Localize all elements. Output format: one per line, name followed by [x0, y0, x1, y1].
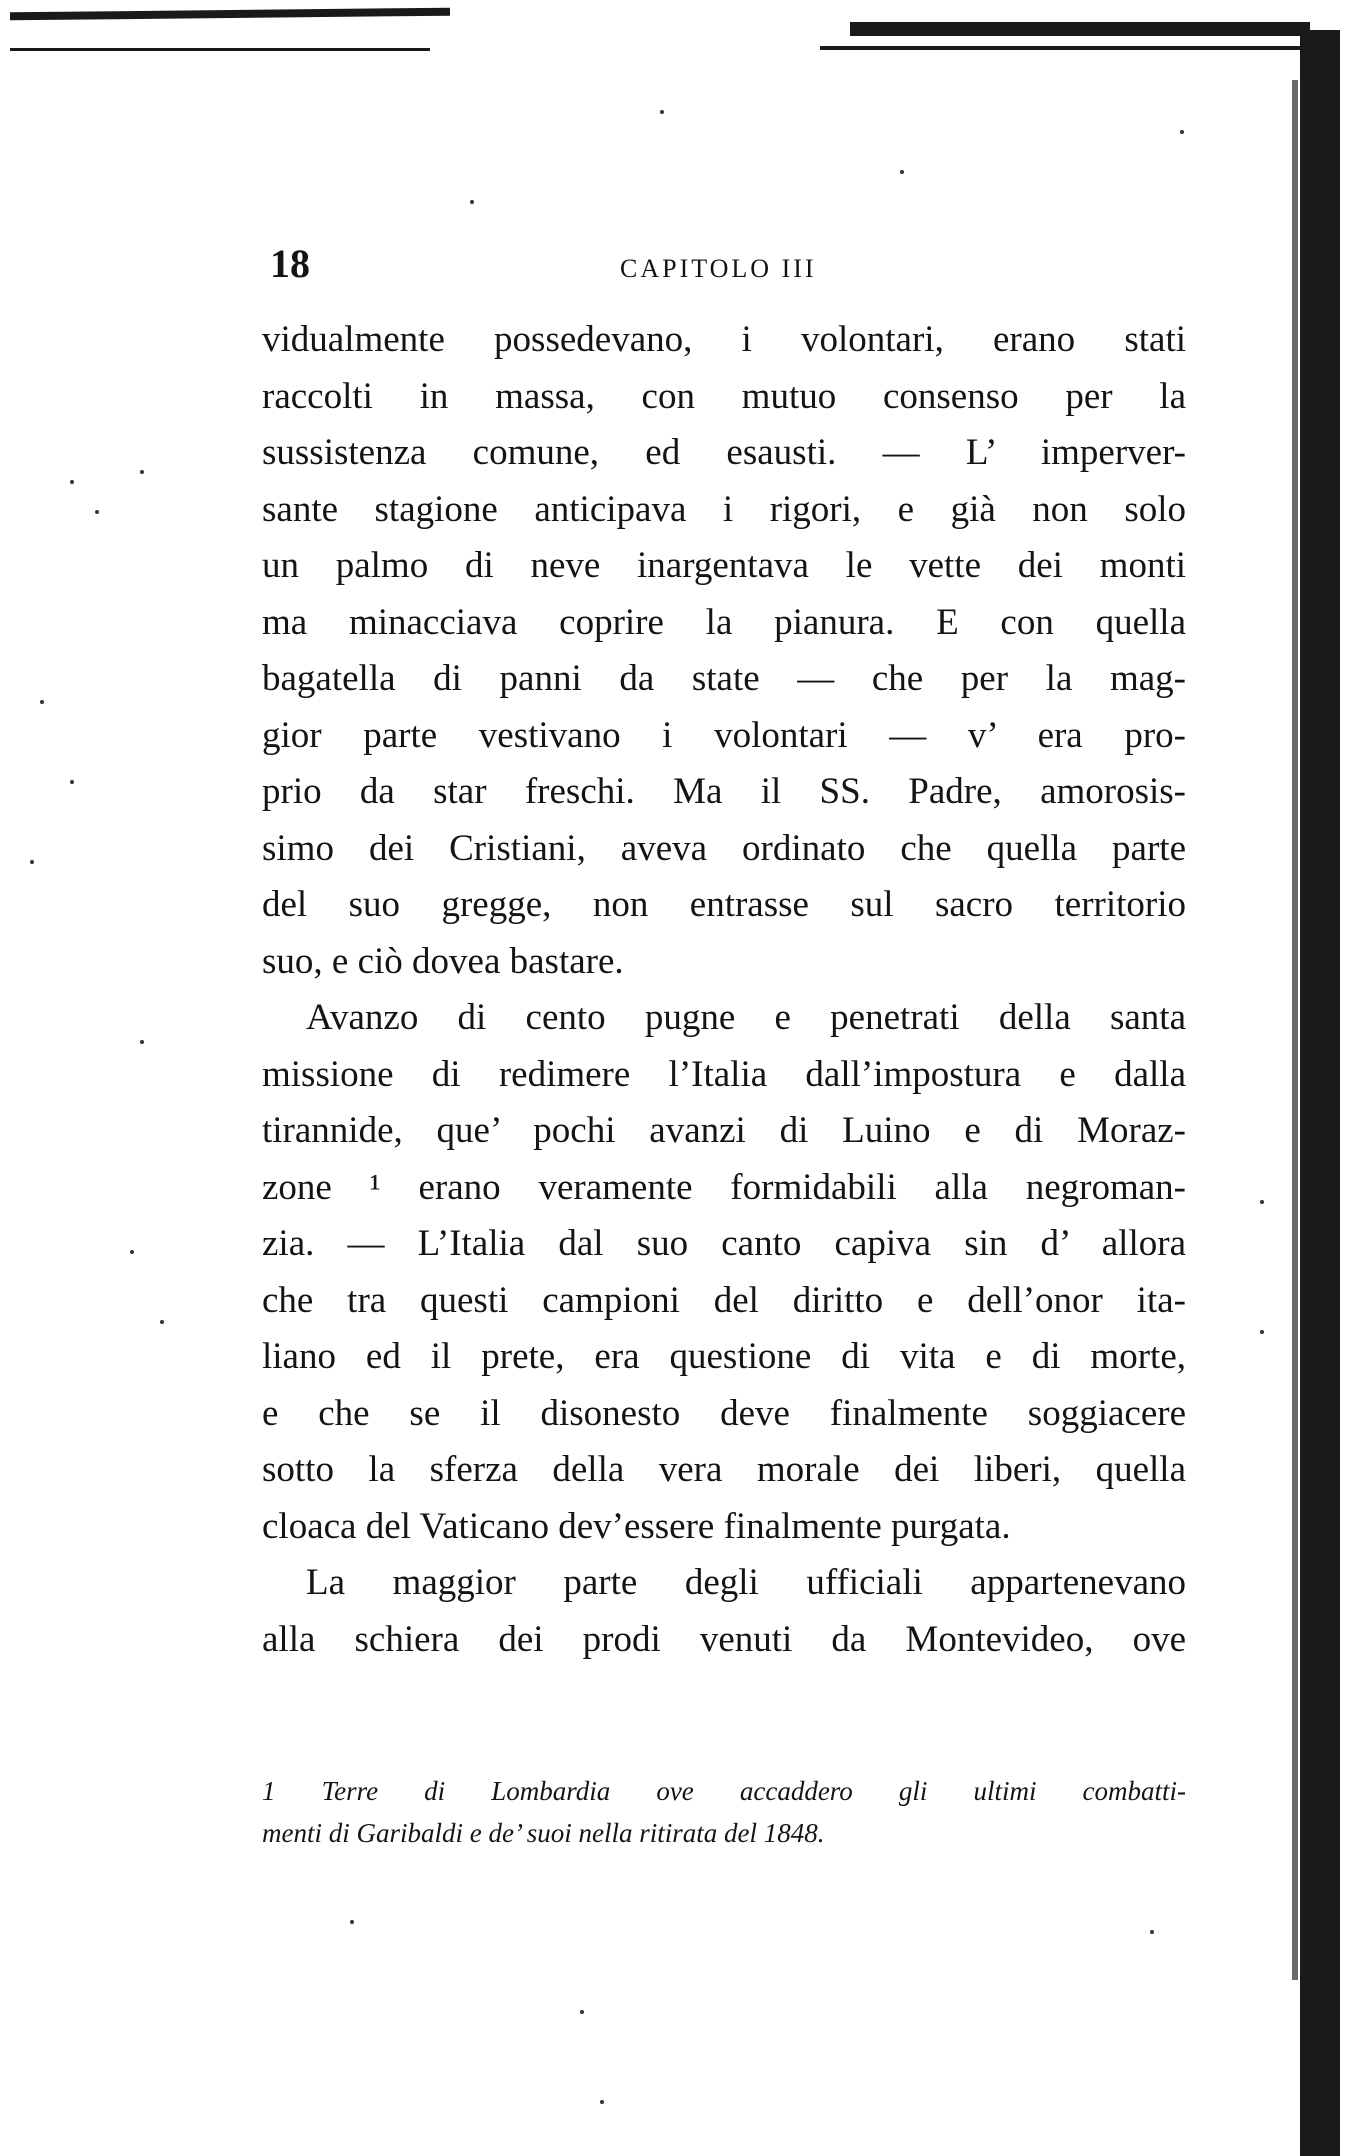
text-line: e che se il disonesto deve finalmente soggiacere: [262, 1392, 1186, 1434]
footnote-line: menti di Garibaldi e de’ suoi nella ritirata del 1848.: [262, 1818, 825, 1848]
text-line: missione di redimere l’Italia dall’impostura e dalla: [262, 1053, 1186, 1095]
footnote-line: 1 Terre di Lombardia ove accaddero gli ultimi combatti-: [262, 1776, 1186, 1806]
scan-edge-shadow: [820, 46, 1320, 50]
text-line: gior parte vestivano i volontari — v’ era pro-: [262, 714, 1186, 756]
text-line: sussistenza comune, ed esausti. — L’ imperver-: [262, 432, 1186, 473]
text-line: tirannide, que’ pochi avanzi di Luino e di Moraz-: [262, 1110, 1186, 1151]
scan-speck: [95, 510, 99, 514]
text-line: vidualmente possedevano, i volontari, erano stati: [262, 319, 1186, 360]
scan-speck: [130, 1250, 134, 1254]
text-line: La maggior parte degli ufficiali appartenevano: [306, 1562, 1186, 1603]
text-line: sotto la sferza della vera morale dei liberi, quella: [262, 1449, 1186, 1490]
scan-speck: [660, 110, 664, 114]
footnote: [262, 1770, 1186, 1854]
text-line: zone ¹ erano veramente formidabili alla negroman-: [262, 1166, 1186, 1208]
text-line: simo dei Cristiani, aveva ordinato che quella parte: [262, 827, 1186, 869]
scan-speck: [1260, 1200, 1264, 1204]
scan-speck: [580, 2010, 584, 2014]
scan-speck: [70, 780, 74, 784]
text-line: raccolti in massa, con mutuo consenso per la: [262, 375, 1186, 417]
scan-speck: [160, 1320, 164, 1324]
scan-edge-shadow: [1292, 80, 1298, 1980]
text-line: liano ed il prete, era questione di vita e di morte,: [262, 1336, 1186, 1377]
text-line: prio da star freschi. Ma il SS. Padre, amorosis-: [262, 771, 1186, 812]
scan-edge-shadow: [1300, 30, 1340, 2156]
text-line: suo, e ciò dovea bastare.: [262, 940, 624, 982]
scan-speck: [70, 480, 74, 484]
scan-edge-shadow: [850, 22, 1310, 36]
text-line: alla schiera dei prodi venuti da Montevideo, ove: [262, 1618, 1186, 1660]
scan-edge-shadow: [10, 8, 450, 21]
running-head: CAPITOLO III: [620, 254, 817, 283]
scan-speck: [350, 1920, 354, 1924]
text-line: che tra questi campioni del diritto e dell’onor ita-: [262, 1279, 1186, 1321]
scan-speck: [30, 860, 34, 864]
scan-speck: [140, 1040, 144, 1044]
scan-speck: [900, 170, 904, 174]
body-text: [262, 312, 1186, 1668]
text-line: zia. — L’Italia dal suo canto capiva sin d’ allora: [262, 1223, 1186, 1264]
scan-speck: [470, 200, 474, 204]
scan-edge-shadow: [10, 48, 430, 51]
text-line: cloaca del Vaticano dev’essere finalmente purgata.: [262, 1505, 1011, 1547]
page-number: 18: [270, 241, 310, 286]
scan-speck: [40, 700, 44, 704]
scan-speck: [600, 2100, 604, 2104]
text-line: bagatella di panni da state — che per la mag-: [262, 658, 1186, 699]
text-line: sante stagione anticipava i rigori, e già non solo: [262, 488, 1186, 530]
scan-speck: [1150, 1930, 1154, 1934]
text-line: Avanzo di cento pugne e penetrati della santa: [306, 997, 1186, 1038]
text-line: ma minacciava coprire la pianura. E con quella: [262, 601, 1186, 643]
text-line: un palmo di neve inargentava le vette dei monti: [262, 545, 1186, 586]
scan-speck: [1180, 130, 1184, 134]
text-line: del suo gregge, non entrasse sul sacro territorio: [262, 884, 1186, 925]
page-header: [262, 240, 1212, 300]
scan-speck: [140, 470, 144, 474]
scan-speck: [1260, 1330, 1264, 1334]
